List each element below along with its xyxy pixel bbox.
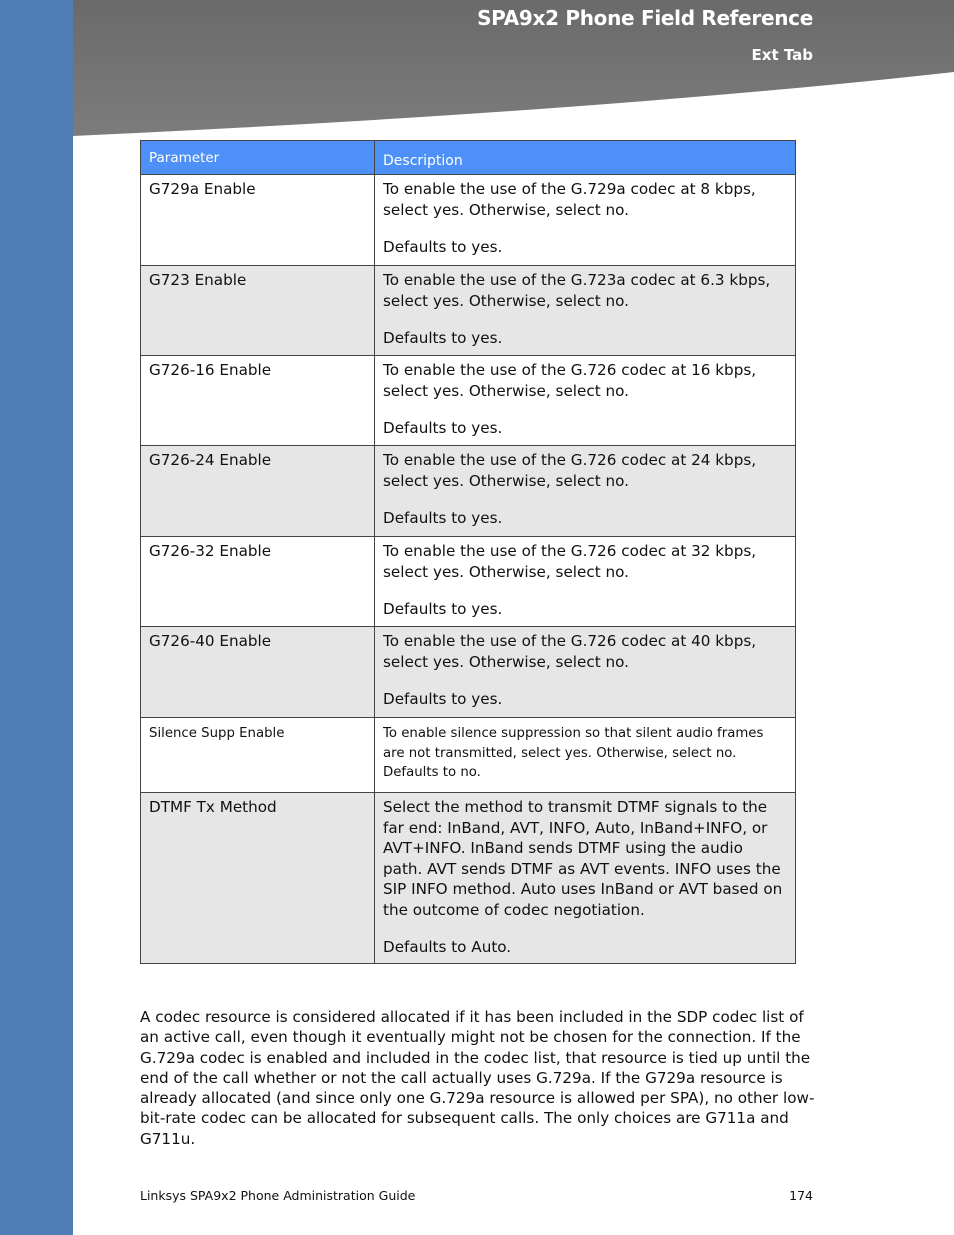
description-cell bbox=[375, 718, 796, 793]
page-subtitle: Ext Tab bbox=[751, 46, 813, 64]
description-column-header: Description bbox=[375, 141, 796, 175]
parameter-cell: G723 Enable bbox=[141, 266, 375, 356]
default-text: Defaults to yes. bbox=[383, 509, 503, 527]
description-text: To enable the use of the G.726 codec at 40 kbps, select yes. Otherwise, select no. bbox=[383, 632, 757, 671]
footer-page-number: 174 bbox=[789, 1188, 813, 1203]
table-row bbox=[141, 266, 796, 356]
parameter-column-header: Parameter bbox=[141, 141, 375, 175]
description-cell bbox=[375, 266, 796, 356]
description-cell bbox=[375, 356, 796, 446]
parameter-cell: G726-32 Enable bbox=[141, 537, 375, 627]
description-cell bbox=[375, 175, 796, 266]
table-row bbox=[141, 446, 796, 537]
default-text: Defaults to yes. bbox=[383, 419, 503, 437]
left-sidebar-band bbox=[0, 0, 73, 1235]
field-reference-table bbox=[140, 140, 796, 964]
table-header-row bbox=[141, 141, 796, 175]
description-cell bbox=[375, 627, 796, 718]
default-text: Defaults to yes. bbox=[383, 329, 503, 347]
parameter-cell: G726-24 Enable bbox=[141, 446, 375, 537]
parameter-cell: Silence Supp Enable bbox=[141, 718, 375, 793]
table-row bbox=[141, 793, 796, 964]
parameter-cell: DTMF Tx Method bbox=[141, 793, 375, 964]
default-text: Defaults to Auto. bbox=[383, 938, 512, 956]
description-text: To enable silence suppression so that silent audio frames are not transmitted, select yes. Otherwise, select no. bbox=[383, 726, 764, 761]
description-cell bbox=[375, 537, 796, 627]
body-paragraph: A codec resource is considered allocated if it has been included in the SDP codec list of an active call, even though it eventually might not be chosen for the connection. If the G.729a codec is enabled and included in the codec list, that resource is tied up until the end of the call whether or not the call actually uses G.729a. If the G729a resource is already allocated (and since only one G.729a resource is allowed per SPA), no other low-bit-rate codec can be allocated for subsequent calls. The only choices are G711a and G711u. bbox=[140, 1008, 815, 1148]
table-row bbox=[141, 718, 796, 793]
default-text: Defaults to yes. bbox=[383, 600, 503, 618]
table-row bbox=[141, 175, 796, 266]
parameter-cell: G726-16 Enable bbox=[141, 356, 375, 446]
default-text: Defaults to yes. bbox=[383, 238, 503, 256]
page-title: SPA9x2 Phone Field Reference bbox=[477, 6, 813, 30]
description-text: To enable the use of the G.726 codec at 24 kbps, select yes. Otherwise, select no. bbox=[383, 451, 757, 490]
footer-guide-name: Linksys SPA9x2 Phone Administration Guide bbox=[140, 1188, 416, 1203]
default-text: Defaults to yes. bbox=[383, 690, 503, 708]
table-row bbox=[141, 627, 796, 718]
parameter-cell: G729a Enable bbox=[141, 175, 375, 266]
description-text: To enable the use of the G.726 codec at 16 kbps, select yes. Otherwise, select no. bbox=[383, 361, 757, 400]
table-row bbox=[141, 537, 796, 627]
description-text: Select the method to transmit DTMF signals to the far end: InBand, AVT, INFO, Auto, InBand+INFO, or AVT+INFO. InBand sends DTMF using the audio path. AVT sends DTMF as AVT events. INFO uses the SIP INFO method. Auto uses InBand or AVT based on the outcome of codec negotiation. bbox=[383, 798, 783, 919]
table-row bbox=[141, 356, 796, 446]
description-text: To enable the use of the G.729a codec at 8 kbps, select yes. Otherwise, select no. bbox=[383, 180, 756, 219]
description-text: To enable the use of the G.726 codec at 32 kbps, select yes. Otherwise, select no. bbox=[383, 542, 757, 581]
description-cell bbox=[375, 793, 796, 964]
description-text: To enable the use of the G.723a codec at 6.3 kbps, select yes. Otherwise, select no. bbox=[383, 271, 771, 310]
default-text: Defaults to no. bbox=[383, 765, 481, 780]
description-cell bbox=[375, 446, 796, 537]
parameter-cell: G726-40 Enable bbox=[141, 627, 375, 718]
